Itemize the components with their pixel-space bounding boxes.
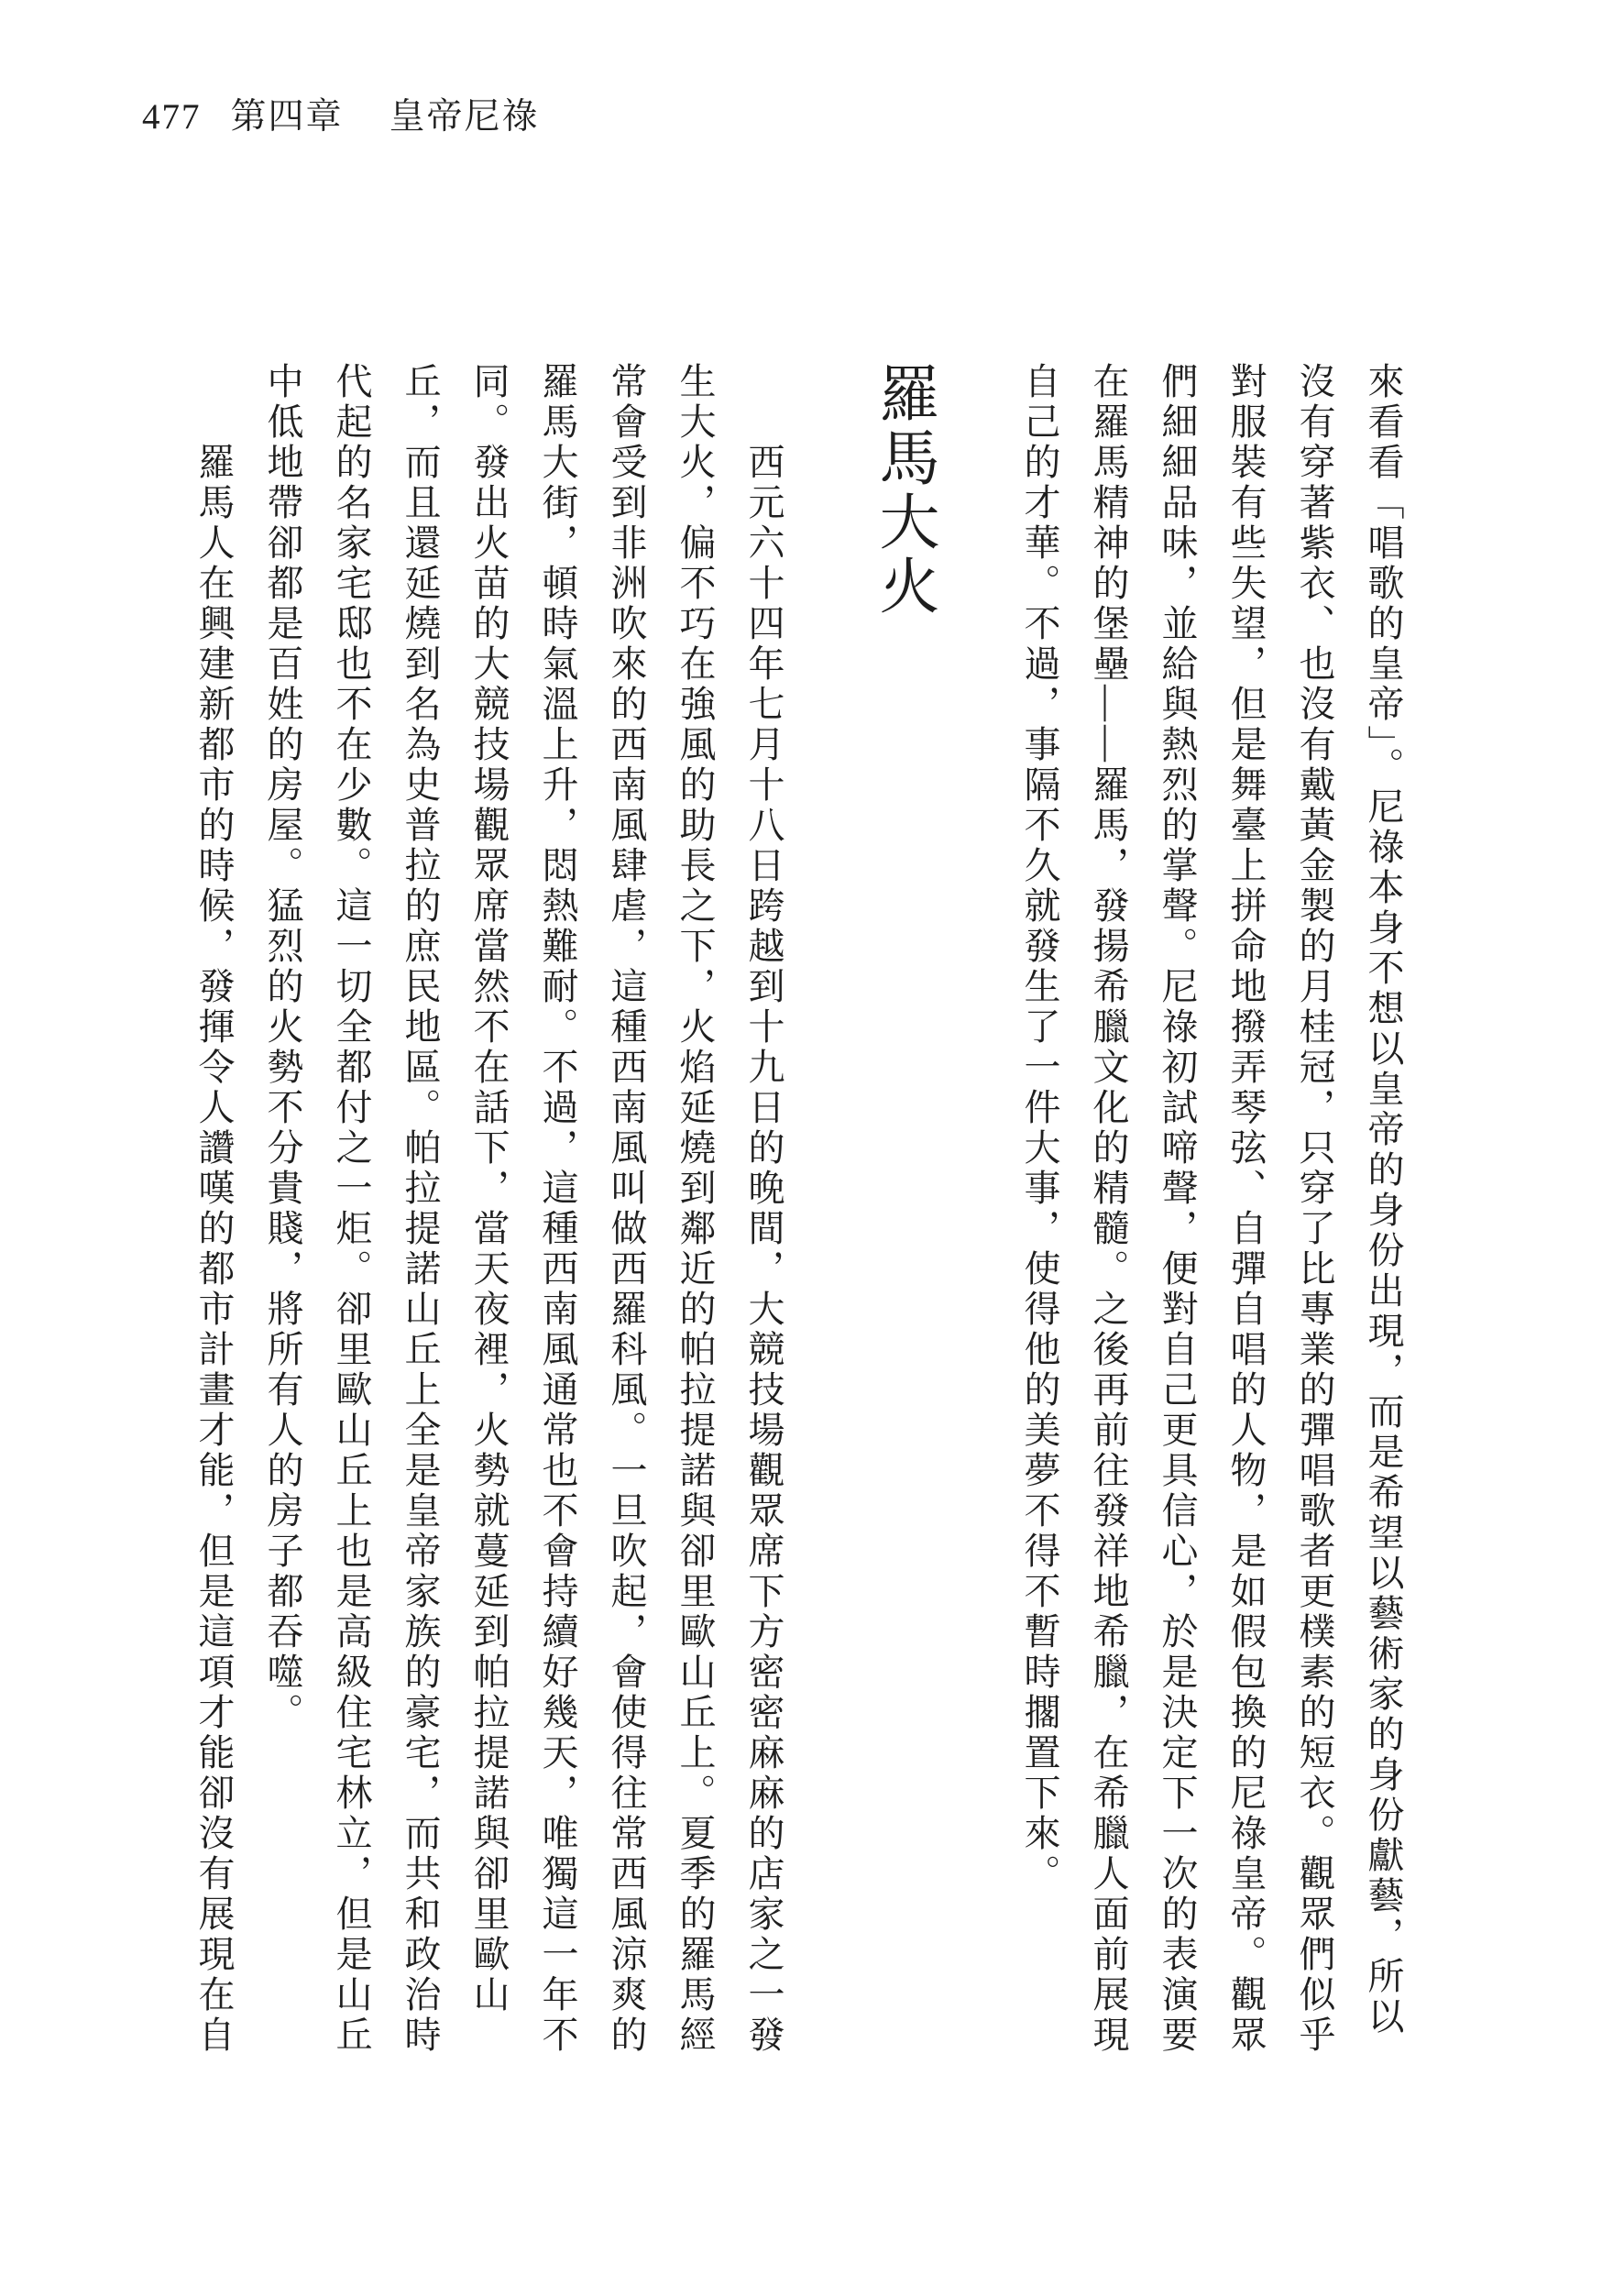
section-title: 羅馬大火 bbox=[870, 362, 937, 619]
vertical-text-block bbox=[180, 362, 1418, 2076]
chapter-title: 皇帝尼祿 bbox=[389, 97, 540, 137]
paragraph-continuation: 來看看「唱歌的皇帝」。尼祿本身不想以皇帝的身份出現，而是希望以藝術家的身份獻藝，所以沒有穿著紫衣、也沒有戴黃金製的月桂冠，只穿了比專業的彈唱歌者更樸素的短衣。觀眾們似乎對服裝有些失望，但是舞臺上拼命地撥弄琴弦、自彈自唱的人物，是如假包換的尼祿皇帝。觀眾們細細品味，並給與熱烈的掌聲。尼祿初試啼聲，便對自己更具信心，於是決定下一次的表演要在羅馬精神的堡壘——羅馬，發揚希臘文化的精髓。之後再前往發祥地希臘，在希臘人面前展現自己的才華。不過，事隔不久就發生了一件大事，使得他的美夢不得不暫時擱置下來。 bbox=[1019, 362, 1404, 2056]
paragraph: 西元六十四年七月十八日跨越到十九日的晚間，大競技場觀眾席下方密密麻麻的店家之一發生大火，偏不巧在強風的助長之下，火焰延燒到鄰近的帕拉提諾與卻里歐山丘上。夏季的羅馬經常會受到非洲吹來的西南風肆虐，這種西南風叫做西羅科風。一旦吹起，會使得往常西風涼爽的羅馬大街，頓時氣溫上升，悶熱難耐。不過，這種西南風通常也不會持續好幾天，唯獨這一年不同。發出火苗的大競技場觀眾席當然不在話下，當天夜裡，火勢就蔓延到帕拉提諾與卻里歐山丘，而且還延燒到名為史普拉的庶民地區。帕拉提諾山丘上全是皇帝家族的豪宅，而共和政治時代起的名家宅邸也不在少數。這一切全都付之一炬。卻里歐山丘上也是高級住宅林立，但是山丘中低地帶卻都是百姓的房屋。猛烈的火勢不分貴賤，將所有人的房子都吞噬。 bbox=[262, 362, 785, 2056]
page-number: 477 bbox=[142, 97, 202, 137]
running-head bbox=[142, 97, 540, 137]
chapter-label: 第四章 bbox=[230, 97, 344, 137]
paragraph: 羅馬人在興建新都市的時候，發揮令人讚嘆的都市計畫才能，但是這項才能卻沒有展現在自 bbox=[193, 443, 235, 2056]
